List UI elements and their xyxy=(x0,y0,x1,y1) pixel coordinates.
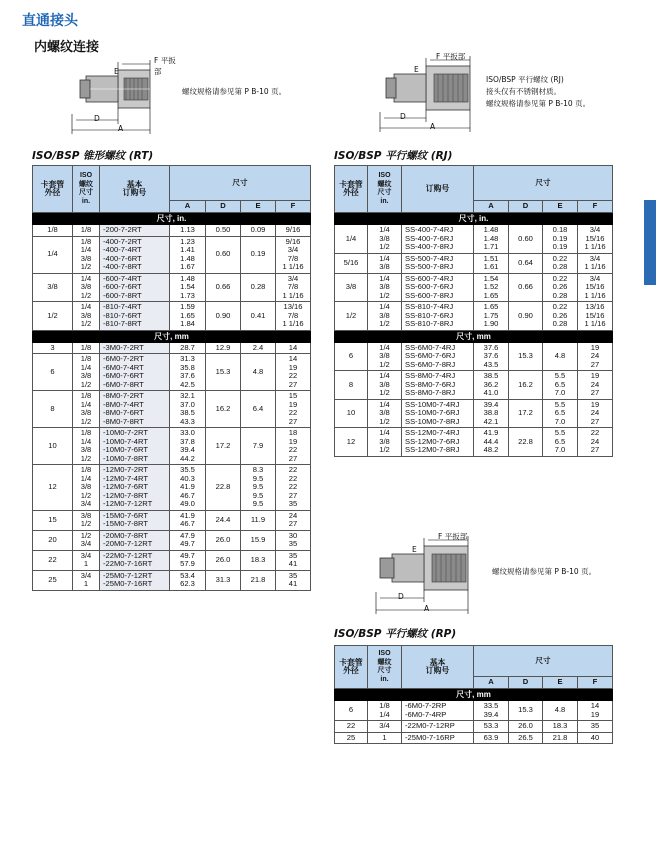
tube-od-cell: 1/4 xyxy=(335,225,368,254)
thread-size-cell: 3/8 1/2 xyxy=(73,510,100,530)
col-tube-od: 卡套管 外径 xyxy=(335,166,368,213)
dim-a-cell: 38.5 36.2 41.0 xyxy=(474,371,509,400)
thread-size-cell: 1/8 1/4 3/8 1/2 xyxy=(73,354,100,391)
dim-d-cell: 15.3 xyxy=(206,354,241,391)
rt-dimension-table xyxy=(32,165,311,591)
dim-e-cell: 2.4 xyxy=(241,342,276,354)
table-row xyxy=(33,391,311,428)
rj-dimension-table xyxy=(334,165,613,457)
dim-a-label: A xyxy=(118,124,124,133)
unit-row-mm: 尺寸, mm xyxy=(33,330,311,342)
unit-row-mm: 尺寸, mm xyxy=(335,330,613,342)
table-row xyxy=(335,428,613,457)
col-dimensions: 尺寸 xyxy=(170,166,311,201)
table-row xyxy=(335,701,613,721)
dim-a-cell: 1.48 1.54 1.73 xyxy=(170,273,206,302)
tube-od-cell: 8 xyxy=(33,391,73,428)
dim-e-cell: 0.18 0.19 0.19 xyxy=(543,225,578,254)
dim-f-cell: 9/16 3/4 7/8 1 1/16 xyxy=(276,236,311,273)
fitting-diagram-rj xyxy=(370,50,490,136)
dim-f-cell: 13/16 7/8 1 1/16 xyxy=(276,302,311,331)
rp-dimension-table xyxy=(334,645,613,744)
table-row xyxy=(33,428,311,465)
col-e: E xyxy=(543,677,578,689)
dim-a-cell: 35.5 40.3 41.9 46.7 49.0 xyxy=(170,465,206,511)
tube-od-cell: 6 xyxy=(33,354,73,391)
dim-a-cell: 1.54 1.52 1.65 xyxy=(474,273,509,302)
dim-a-cell: 53.4 62.3 xyxy=(170,570,206,590)
unit-row-mm: 尺寸, mm xyxy=(335,689,613,701)
dim-d-label: D xyxy=(398,592,404,601)
tube-od-cell: 1/2 xyxy=(33,302,73,331)
tube-od-cell: 12 xyxy=(33,465,73,511)
dim-f-cell: 40 xyxy=(578,732,613,744)
dim-d-cell: 24.4 xyxy=(206,510,241,530)
dim-a-cell: 1.23 1.41 1.48 1.67 xyxy=(170,236,206,273)
tube-od-cell: 1/2 xyxy=(335,302,368,331)
dim-d-cell: 26.0 xyxy=(206,550,241,570)
tube-od-cell: 6 xyxy=(335,701,368,721)
tube-od-cell: 25 xyxy=(33,570,73,590)
col-order-number: 基本 订购号 xyxy=(402,646,474,689)
dim-a-cell: 32.1 37.0 38.5 43.3 xyxy=(170,391,206,428)
dim-a-cell: 1.13 xyxy=(170,225,206,237)
dim-d-cell: 0.50 xyxy=(206,225,241,237)
dim-e-cell: 18.3 xyxy=(241,550,276,570)
thread-note: 螺纹规格请参见第 P B-10 页。 xyxy=(182,87,287,96)
dim-f-cell: 35 41 xyxy=(276,570,311,590)
dim-f-cell: 3/4 7/8 1 1/16 xyxy=(276,273,311,302)
dim-f-cell: 35 xyxy=(578,721,613,733)
unit-row-inch: 尺寸, in. xyxy=(335,213,613,225)
dim-d-label: D xyxy=(400,112,406,121)
dim-a-cell: 31.3 35.8 37.6 42.5 xyxy=(170,354,206,391)
dim-a-label: A xyxy=(424,604,430,613)
dim-e-label: E xyxy=(412,545,417,554)
note-line: ISO/BSP 平行螺纹 (RJ) xyxy=(486,75,564,84)
order-number-cell: -6M0-7-2RT -6M0-7-4RT -6M0-7-6RT -6M0-7-8RT xyxy=(100,354,170,391)
col-thread-size: ISO 螺纹 尺寸 in. xyxy=(73,166,100,213)
order-number-cell: -20M0-7-8RT -20M0-7-12RT xyxy=(100,530,170,550)
order-number-cell: -400-7-2RT -400-7-4RT -400-7-6RT -400-7-8RT xyxy=(100,236,170,273)
table-row xyxy=(335,371,613,400)
dim-e-cell: 18.3 xyxy=(543,721,578,733)
dim-e-cell: 5.5 6.5 7.0 xyxy=(543,428,578,457)
rt-table-title: ISO/BSP 锥形螺纹 (RT) xyxy=(32,150,154,162)
table-row xyxy=(33,530,311,550)
dim-a-cell: 33.0 37.8 39.4 44.2 xyxy=(170,428,206,465)
order-number-cell: -810-7-4RT -810-7-6RT -810-7-8RT xyxy=(100,302,170,331)
col-d: D xyxy=(509,677,543,689)
order-number-cell: -12M0-7-2RT -12M0-7-4RT -12M0-7-6RT -12M0-7-8RT -12M0-7-12RT xyxy=(100,465,170,511)
tube-od-cell: 10 xyxy=(33,428,73,465)
tube-od-cell: 5/16 xyxy=(335,253,368,273)
flat-label: F 平扳部 xyxy=(436,52,466,61)
dim-a-cell: 1.48 1.48 1.71 xyxy=(474,225,509,254)
dim-a-cell: 41.9 44.4 48.2 xyxy=(474,428,509,457)
tube-od-cell: 20 xyxy=(33,530,73,550)
order-number-cell: SS-6M0-7-4RJ SS-6M0-7-6RJ SS-6M0-7-8RJ xyxy=(402,342,474,371)
tube-od-cell: 22 xyxy=(335,721,368,733)
order-number-cell: -22M0-7-12RP xyxy=(402,721,474,733)
thread-size-cell: 1/4 3/8 1/2 xyxy=(368,399,402,428)
dim-e-cell: 0.41 xyxy=(241,302,276,331)
dim-e-cell: 0.22 0.28 xyxy=(543,253,578,273)
col-thread-size: ISO 螺纹 尺寸 in. xyxy=(368,646,402,689)
tube-od-cell: 6 xyxy=(335,342,368,371)
dim-e-cell: 0.28 xyxy=(241,273,276,302)
thread-size-cell: 1/8 1/4 3/8 1/2 xyxy=(73,428,100,465)
dim-e-label: E xyxy=(414,65,419,74)
dim-d-cell: 0.66 xyxy=(509,273,543,302)
dim-a-cell: 63.9 xyxy=(474,732,509,744)
order-number-cell: -15M0-7-6RT -15M0-7-8RT xyxy=(100,510,170,530)
tube-od-cell: 22 xyxy=(33,550,73,570)
col-d: D xyxy=(206,201,241,213)
thread-size-cell: 3/4 1 xyxy=(73,570,100,590)
dim-d-cell: 0.66 xyxy=(206,273,241,302)
order-number-cell: -600-7-4RT -600-7-6RT -600-7-8RT xyxy=(100,273,170,302)
dim-d-cell: 0.60 xyxy=(509,225,543,254)
dim-e-cell: 7.9 xyxy=(241,428,276,465)
table-row xyxy=(33,510,311,530)
dim-e-cell: 15.9 xyxy=(241,530,276,550)
table-row xyxy=(33,225,311,237)
order-number-cell: -25M0-7-16RP xyxy=(402,732,474,744)
dim-d-cell: 16.2 xyxy=(509,371,543,400)
dim-d-cell: 17.2 xyxy=(509,399,543,428)
dim-f-cell: 9/16 xyxy=(276,225,311,237)
table-row xyxy=(335,273,613,302)
dim-e-cell: 0.22 0.26 0.28 xyxy=(543,302,578,331)
dim-f-cell: 14 19 22 27 xyxy=(276,354,311,391)
order-number-cell: -25M0-7-12RT -25M0-7-16RT xyxy=(100,570,170,590)
dim-f-cell: 14 19 xyxy=(578,701,613,721)
dim-f-cell: 24 27 xyxy=(276,510,311,530)
col-a: A xyxy=(170,201,206,213)
thread-size-cell: 1/8 xyxy=(73,342,100,354)
section-subheading: 内螺纹连接 xyxy=(34,40,100,55)
thread-size-cell: 3/4 xyxy=(368,721,402,733)
table-row xyxy=(33,342,311,354)
dim-e-cell: 4.8 xyxy=(241,354,276,391)
thread-size-cell: 1/2 3/4 xyxy=(73,530,100,550)
table-row xyxy=(33,570,311,590)
order-number-cell: -8M0-7-2RT -8M0-7-4RT -8M0-7-6RT -8M0-7-8RT xyxy=(100,391,170,428)
dim-a-cell: 41.9 46.7 xyxy=(170,510,206,530)
dim-d-cell: 26.0 xyxy=(206,530,241,550)
order-number-cell: SS-8M0-7-4RJ SS-8M0-7-6RJ SS-8M0-7-8RJ xyxy=(402,371,474,400)
flat-label: F 平扳部 xyxy=(438,532,468,541)
dim-f-cell: 15 19 22 27 xyxy=(276,391,311,428)
table-row xyxy=(335,732,613,744)
tube-od-cell: 10 xyxy=(335,399,368,428)
table-row xyxy=(335,225,613,254)
col-a: A xyxy=(474,201,509,213)
col-thread-size: ISO 螺纹 尺寸 in. xyxy=(368,166,402,213)
col-a: A xyxy=(474,677,509,689)
dim-e-cell: 0.09 xyxy=(241,225,276,237)
dim-a-cell: 47.9 49.7 xyxy=(170,530,206,550)
dim-d-cell: 0.90 xyxy=(509,302,543,331)
dim-f-cell: 35 41 xyxy=(276,550,311,570)
table-row xyxy=(33,354,311,391)
dim-f-cell: 13/16 15/16 1 1/16 xyxy=(578,302,613,331)
dim-d-cell: 26.0 xyxy=(509,721,543,733)
thread-note: 螺纹规格请参见第 P B-10 页。 xyxy=(492,567,597,576)
dim-e-cell: 11.9 xyxy=(241,510,276,530)
col-d: D xyxy=(509,201,543,213)
table-row xyxy=(33,273,311,302)
dim-d-cell: 22.8 xyxy=(509,428,543,457)
thread-size-cell: 1/4 3/8 1/2 xyxy=(368,371,402,400)
thread-size-cell: 1/4 3/8 1/2 xyxy=(73,273,100,302)
dim-d-cell: 17.2 xyxy=(206,428,241,465)
thread-size-cell: 1/8 1/4 xyxy=(368,701,402,721)
col-order-number: 基本 订购号 xyxy=(100,166,170,213)
dim-e-cell: 0.19 xyxy=(241,236,276,273)
dim-a-cell: 53.3 xyxy=(474,721,509,733)
dim-a-cell: 1.59 1.65 1.84 xyxy=(170,302,206,331)
dim-d-cell: 12.9 xyxy=(206,342,241,354)
fitting-diagram-rt xyxy=(60,52,180,138)
tube-od-cell: 8 xyxy=(335,371,368,400)
dim-d-cell: 31.3 xyxy=(206,570,241,590)
col-tube-od: 卡套管 外径 xyxy=(33,166,73,213)
thread-size-cell: 1/4 3/8 1/2 xyxy=(368,273,402,302)
dim-d-cell: 22.8 xyxy=(206,465,241,511)
dim-e-cell: 21.8 xyxy=(241,570,276,590)
col-f: F xyxy=(276,201,311,213)
table-row xyxy=(33,302,311,331)
rj-table-title: ISO/BSP 平行螺纹 (RJ) xyxy=(334,150,453,162)
dim-d-cell: 0.90 xyxy=(206,302,241,331)
dim-d-cell: 16.2 xyxy=(206,391,241,428)
order-number-cell: SS-500-7-4RJ SS-500-7-8RJ xyxy=(402,253,474,273)
order-number-cell: -10M0-7-2RT -10M0-7-4RT -10M0-7-6RT -10M0-7-8RT xyxy=(100,428,170,465)
col-e: E xyxy=(241,201,276,213)
dim-e-label: E xyxy=(114,67,119,76)
dim-f-cell: 19 24 27 xyxy=(578,399,613,428)
tube-od-cell: 15 xyxy=(33,510,73,530)
table-row xyxy=(335,342,613,371)
dim-e-cell: 0.22 0.26 0.28 xyxy=(543,273,578,302)
fitting-diagram-rp xyxy=(366,530,486,616)
thread-size-cell: 1/8 1/4 3/8 1/2 3/4 xyxy=(73,465,100,511)
order-number-cell: SS-10M0-7-4RJ SS-10M0-7-6RJ SS-10M0-7-8RJ xyxy=(402,399,474,428)
table-row xyxy=(335,253,613,273)
thread-note-rj xyxy=(486,74,590,110)
dim-f-cell: 22 22 22 27 35 xyxy=(276,465,311,511)
dim-a-cell: 33.5 39.4 xyxy=(474,701,509,721)
dim-f-cell: 30 35 xyxy=(276,530,311,550)
order-number-cell: -3M0-7-2RT xyxy=(100,342,170,354)
order-number-cell: -6M0-7-2RP -6M0-7-4RP xyxy=(402,701,474,721)
table-row xyxy=(33,465,311,511)
dim-f-cell: 3/4 15/16 1 1/16 xyxy=(578,225,613,254)
thread-size-cell: 1/8 1/4 3/8 1/2 xyxy=(73,391,100,428)
order-number-cell: SS-400-7-4RJ SS-400-7-6RJ SS-400-7-8RJ xyxy=(402,225,474,254)
flat-label: F 平扳部 xyxy=(154,56,176,76)
table-row xyxy=(335,721,613,733)
dim-a-cell: 37.6 37.6 43.5 xyxy=(474,342,509,371)
tube-od-cell: 3/8 xyxy=(335,273,368,302)
tube-od-cell: 25 xyxy=(335,732,368,744)
dim-a-cell: 1.65 1.75 1.90 xyxy=(474,302,509,331)
dim-f-cell: 14 xyxy=(276,342,311,354)
thread-size-cell: 1 xyxy=(368,732,402,744)
thread-size-cell: 1/4 3/8 1/2 xyxy=(368,225,402,254)
dim-f-cell: 18 19 22 27 xyxy=(276,428,311,465)
thread-size-cell: 3/4 1 xyxy=(73,550,100,570)
unit-row-inch: 尺寸, in. xyxy=(33,213,311,225)
dim-e-cell: 4.8 xyxy=(543,342,578,371)
dim-e-cell: 4.8 xyxy=(543,701,578,721)
tube-od-cell: 12 xyxy=(335,428,368,457)
dim-e-cell: 6.4 xyxy=(241,391,276,428)
dim-a-cell: 28.7 xyxy=(170,342,206,354)
thread-size-cell: 1/4 3/8 xyxy=(368,253,402,273)
dim-d-cell: 0.64 xyxy=(509,253,543,273)
dim-d-label: D xyxy=(94,114,100,123)
col-tube-od: 卡套管 外径 xyxy=(335,646,368,689)
dim-d-cell: 15.3 xyxy=(509,701,543,721)
dim-d-cell: 0.60 xyxy=(206,236,241,273)
page-heading: 直通接头 xyxy=(22,13,78,29)
table-row xyxy=(33,236,311,273)
thread-size-cell: 1/4 3/8 1/2 xyxy=(73,302,100,331)
dim-f-cell: 3/4 15/16 1 1/16 xyxy=(578,273,613,302)
thread-size-cell: 1/4 3/8 1/2 xyxy=(368,302,402,331)
tube-od-cell: 3/8 xyxy=(33,273,73,302)
tube-od-cell: 1/8 xyxy=(33,225,73,237)
dim-d-cell: 15.3 xyxy=(509,342,543,371)
order-number-cell: SS-12M0-7-4RJ SS-12M0-7-6RJ SS-12M0-7-8RJ xyxy=(402,428,474,457)
rp-table-title: ISO/BSP 平行螺纹 (RP) xyxy=(334,628,457,640)
thread-size-cell: 1/8 xyxy=(73,225,100,237)
col-f: F xyxy=(578,677,613,689)
table-row xyxy=(335,399,613,428)
dim-f-cell: 3/4 1 1/16 xyxy=(578,253,613,273)
thread-size-cell: 1/4 3/8 1/2 xyxy=(368,428,402,457)
dim-f-cell: 22 24 27 xyxy=(578,428,613,457)
col-e: E xyxy=(543,201,578,213)
col-f: F xyxy=(578,201,613,213)
col-order-number: 订购号 xyxy=(402,166,474,213)
dim-d-cell: 26.5 xyxy=(509,732,543,744)
dim-a-cell: 49.7 57.9 xyxy=(170,550,206,570)
side-tab-marker xyxy=(644,200,656,285)
dim-e-cell: 5.5 6.5 7.0 xyxy=(543,399,578,428)
order-number-cell: -200-7-2RT xyxy=(100,225,170,237)
order-number-cell: SS-600-7-4RJ SS-600-7-6RJ SS-600-7-8RJ xyxy=(402,273,474,302)
dim-a-cell: 39.4 38.8 42.1 xyxy=(474,399,509,428)
table-row xyxy=(335,302,613,331)
tube-od-cell: 3 xyxy=(33,342,73,354)
dim-a-label: A xyxy=(430,122,436,131)
thread-size-cell: 1/8 1/4 3/8 1/2 xyxy=(73,236,100,273)
dim-a-cell: 1.51 1.61 xyxy=(474,253,509,273)
dim-e-cell: 5.5 6.5 7.0 xyxy=(543,371,578,400)
note-line: 螺纹规格请参见第 P B-10 页。 xyxy=(486,99,591,108)
tube-od-cell: 1/4 xyxy=(33,236,73,273)
col-dimensions: 尺寸 xyxy=(474,646,613,677)
table-row xyxy=(33,550,311,570)
dim-f-cell: 19 24 27 xyxy=(578,371,613,400)
dim-e-cell: 21.8 xyxy=(543,732,578,744)
note-line: 接头仅有不锈钢材质。 xyxy=(486,87,561,96)
col-dimensions: 尺寸 xyxy=(474,166,613,201)
dim-e-cell: 8.3 9.5 9.5 9.5 9.5 xyxy=(241,465,276,511)
dim-f-cell: 19 24 27 xyxy=(578,342,613,371)
thread-size-cell: 1/4 3/8 1/2 xyxy=(368,342,402,371)
order-number-cell: -22M0-7-12RT -22M0-7-16RT xyxy=(100,550,170,570)
order-number-cell: SS-810-7-4RJ SS-810-7-6RJ SS-810-7-8RJ xyxy=(402,302,474,331)
